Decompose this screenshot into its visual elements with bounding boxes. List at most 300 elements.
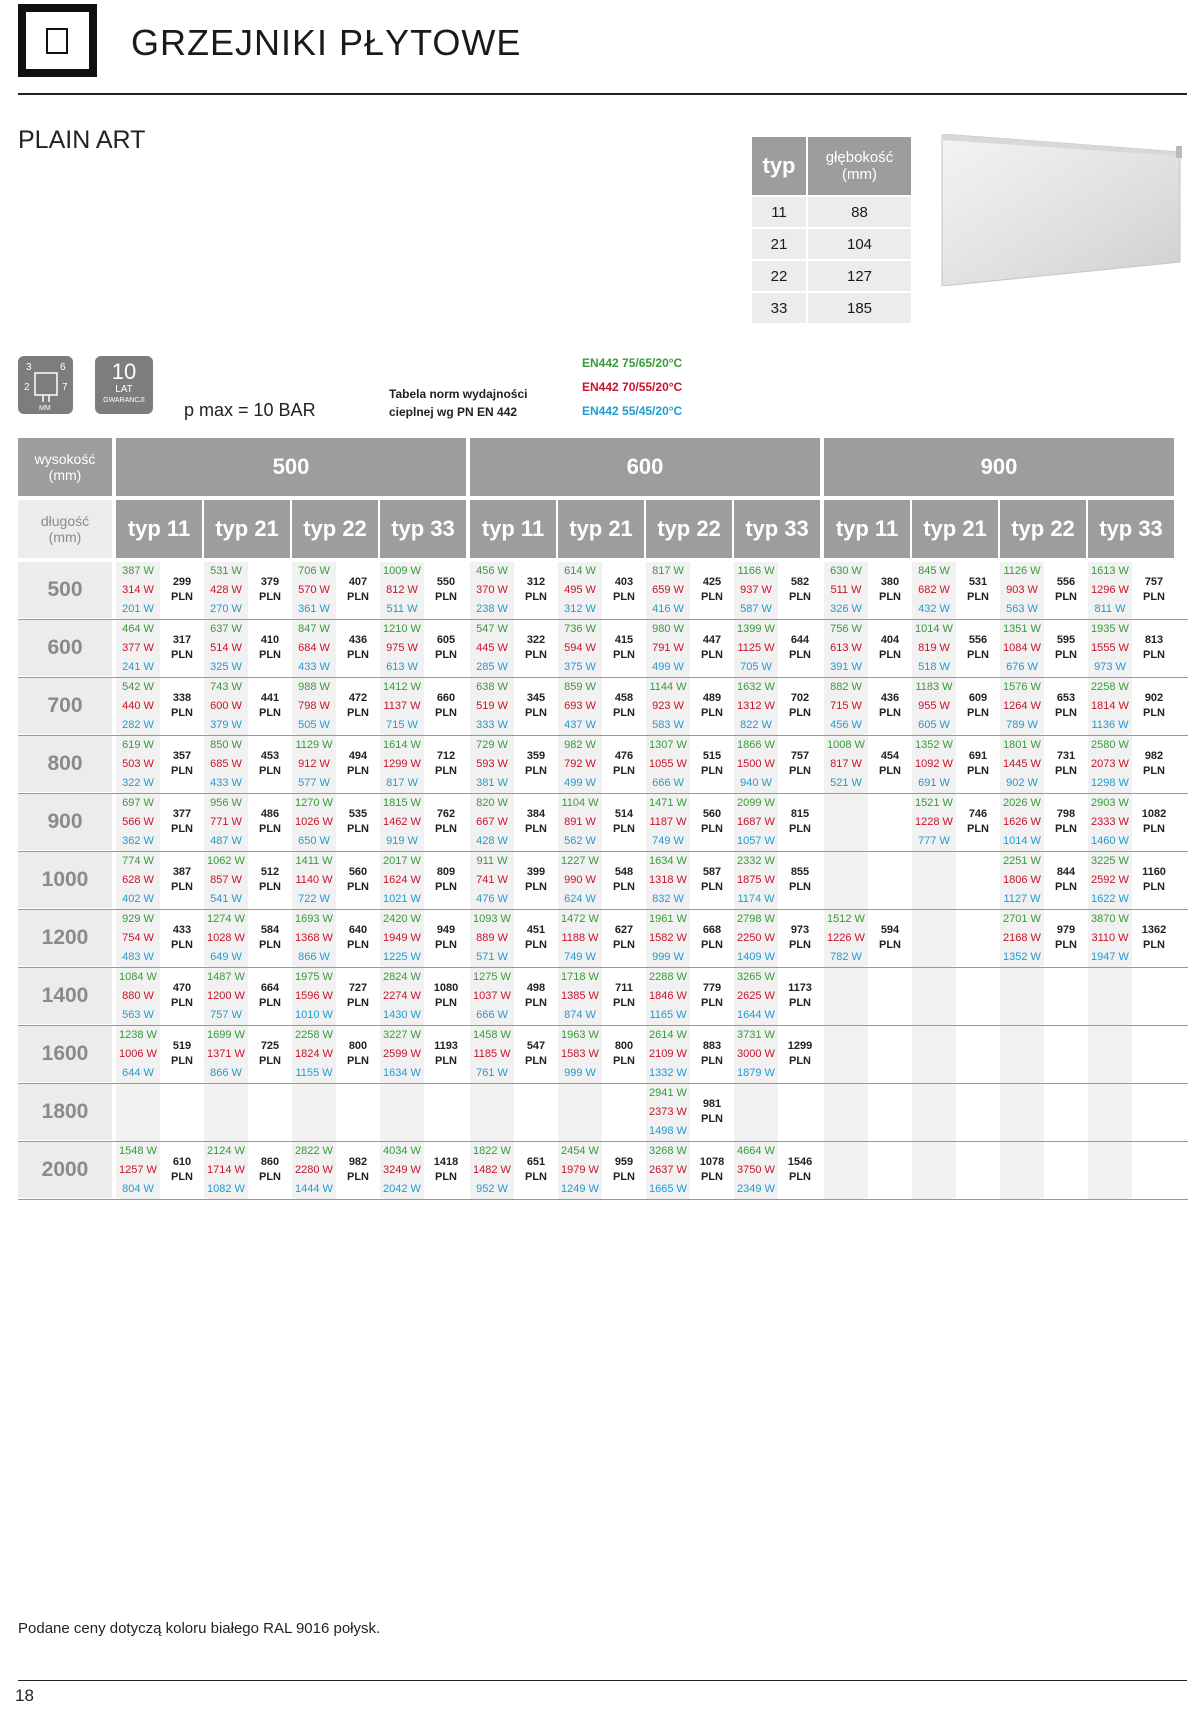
watt-values [116, 794, 160, 851]
depth-typ: 33 [752, 293, 806, 323]
watt-55-45: 433 W [298, 661, 330, 673]
watt-75-65: 845 W [918, 565, 950, 577]
watt-75-65: 1084 W [119, 971, 157, 983]
watt-70-55: 314 W [122, 584, 154, 596]
watt-70-55: 1137 W [383, 700, 421, 712]
watt-70-55: 1582 W [649, 932, 687, 944]
watt-55-45: 1332 W [649, 1067, 687, 1079]
watt-70-55: 1714 W [207, 1164, 245, 1176]
price: 949 PLN [435, 924, 457, 951]
watt-70-55: 519 W [476, 700, 508, 712]
watt-values [292, 794, 336, 851]
price: 779 PLN [701, 982, 723, 1009]
watt-75-65: 1822 W [473, 1145, 511, 1157]
watt-55-45: 999 W [652, 951, 684, 963]
watt-values [912, 678, 956, 735]
footer-note: Podane ceny dotyczą koloru białego RAL 9016 połysk. [18, 1620, 381, 1637]
watt-75-65: 614 W [564, 565, 596, 577]
watt-75-65: 464 W [122, 623, 154, 635]
watt-70-55: 857 W [210, 874, 242, 886]
depth-value: 104 [806, 229, 911, 259]
watt-75-65: 2099 W [737, 797, 775, 809]
price: 436 PLN [879, 692, 901, 719]
price: 299 PLN [171, 576, 193, 603]
price: 548 PLN [613, 866, 635, 893]
price: 757 PLN [789, 750, 811, 777]
price: 610 PLN [171, 1156, 193, 1183]
watt-values [292, 736, 336, 793]
type-header: typ 22 [292, 500, 378, 558]
watt-55-45: 1622 W [1091, 893, 1129, 905]
watt-75-65: 882 W [830, 681, 862, 693]
watt-55-45: 832 W [652, 893, 684, 905]
watt-55-45: 715 W [386, 719, 418, 731]
depth-value: 88 [806, 197, 911, 227]
depth-typ: 22 [752, 261, 806, 291]
watt-values [292, 562, 336, 619]
watt-values [380, 968, 424, 1025]
watt-values [646, 562, 690, 619]
connection-badge-icon [18, 356, 73, 414]
watt-75-65: 2420 W [383, 913, 421, 925]
watt-75-65: 1935 W [1091, 623, 1129, 635]
watt-55-45: 1021 W [383, 893, 421, 905]
price: 660 PLN [435, 692, 457, 719]
length-600: 600 [18, 620, 112, 676]
watt-70-55: 1445 W [1003, 758, 1041, 770]
price: 973 PLN [789, 924, 811, 951]
watt-75-65: 387 W [122, 565, 154, 577]
watt-75-65: 1275 W [473, 971, 511, 983]
watt-75-65: 1718 W [561, 971, 599, 983]
svg-text:2: 2 [24, 382, 30, 393]
watt-values [380, 910, 424, 967]
price: 813 PLN [1143, 634, 1165, 661]
price: 762 PLN [435, 808, 457, 835]
watt-75-65: 1129 W [295, 739, 333, 751]
watt-70-55: 2599 W [383, 1048, 421, 1060]
watt-55-45: 333 W [476, 719, 508, 731]
watt-55-45: 241 W [122, 661, 154, 673]
price: 1299 PLN [787, 1040, 813, 1067]
watt-75-65: 1613 W [1091, 565, 1129, 577]
watt-75-65: 2288 W [649, 971, 687, 983]
watt-values [380, 1142, 424, 1199]
watt-75-65: 1270 W [295, 797, 333, 809]
watt-55-45: 1665 W [649, 1183, 687, 1195]
price: 357 PLN [171, 750, 193, 777]
watt-70-55: 594 W [564, 642, 596, 654]
watt-70-55: 445 W [476, 642, 508, 654]
watt-75-65: 756 W [830, 623, 862, 635]
price: 981 PLN [701, 1098, 723, 1125]
watt-55-45: 666 W [652, 777, 684, 789]
watt-70-55: 990 W [564, 874, 596, 886]
watt-values [734, 1026, 778, 1083]
watt-70-55: 1140 W [295, 874, 333, 886]
watt-values [1088, 910, 1132, 967]
watt-values [380, 736, 424, 793]
watt-75-65: 697 W [122, 797, 154, 809]
price: 605 PLN [435, 634, 457, 661]
watt-values [1088, 852, 1132, 909]
watt-55-45: 1136 W [1091, 719, 1129, 731]
watt-70-55: 798 W [298, 700, 330, 712]
price: 454 PLN [879, 750, 901, 777]
price: 702 PLN [789, 692, 811, 719]
watt-75-65: 1014 W [915, 623, 953, 635]
watt-55-45: 1634 W [383, 1067, 421, 1079]
watt-values [558, 562, 602, 619]
watt-70-55: 628 W [122, 874, 154, 886]
watt-values [734, 562, 778, 619]
watt-55-45: 270 W [210, 603, 242, 615]
price: 458 PLN [613, 692, 635, 719]
watt-values [912, 620, 956, 677]
price: 470 PLN [171, 982, 193, 1009]
price: 425 PLN [701, 576, 723, 603]
price: 712 PLN [435, 750, 457, 777]
watt-values [912, 562, 956, 619]
price: 550 PLN [435, 576, 457, 603]
price: 547 PLN [525, 1040, 547, 1067]
length-700: 700 [18, 678, 112, 734]
watt-values [204, 736, 248, 793]
watt-55-45: 432 W [918, 603, 950, 615]
watt-75-65: 2701 W [1003, 913, 1041, 925]
length-1800: 1800 [18, 1084, 112, 1140]
watt-75-65: 1009 W [383, 565, 421, 577]
watt-55-45: 804 W [122, 1183, 154, 1195]
watt-70-55: 684 W [298, 642, 330, 654]
warranty-unit: LAT [115, 384, 133, 395]
length-800: 800 [18, 736, 112, 792]
watt-values [380, 1026, 424, 1083]
type-header: typ 11 [824, 500, 910, 558]
type-header: typ 21 [204, 500, 290, 558]
watt-75-65: 1961 W [649, 913, 687, 925]
watt-55-45: 1879 W [737, 1067, 775, 1079]
price: 979 PLN [1055, 924, 1077, 951]
price: 384 PLN [525, 808, 547, 835]
watt-55-45: 789 W [1006, 719, 1038, 731]
price: 800 PLN [613, 1040, 635, 1067]
price: 498 PLN [525, 982, 547, 1009]
watt-values [292, 910, 336, 967]
watt-75-65: 859 W [564, 681, 596, 693]
watt-values [734, 678, 778, 735]
watt-75-65: 2903 W [1091, 797, 1129, 809]
watt-70-55: 1814 W [1091, 700, 1129, 712]
price: 560 PLN [347, 866, 369, 893]
price: 1546 PLN [787, 1156, 813, 1183]
watt-75-65: 2258 W [1091, 681, 1129, 693]
watt-70-55: 2168 W [1003, 932, 1041, 944]
watt-values [734, 968, 778, 1025]
watt-values [1000, 794, 1044, 851]
watt-55-45: 521 W [830, 777, 862, 789]
watt-55-45: 1947 W [1091, 951, 1129, 963]
price: 404 PLN [879, 634, 901, 661]
price: 653 PLN [1055, 692, 1077, 719]
watt-75-65: 1487 W [207, 971, 245, 983]
watt-values [912, 736, 956, 793]
watt-70-55: 1092 W [915, 758, 953, 770]
watt-values [380, 678, 424, 735]
svg-text:3: 3 [26, 362, 32, 373]
watt-75-65: 1238 W [119, 1029, 157, 1041]
price: 627 PLN [613, 924, 635, 951]
watt-70-55: 1185 W [473, 1048, 511, 1060]
row-divider [18, 1141, 1188, 1142]
watt-70-55: 1226 W [827, 932, 865, 944]
watt-70-55: 1299 W [383, 758, 421, 770]
type-header: typ 33 [1088, 500, 1174, 558]
watt-75-65: 531 W [210, 565, 242, 577]
watt-55-45: 782 W [830, 951, 862, 963]
watt-55-45: 511 W [386, 603, 418, 615]
watt-55-45: 1127 W [1003, 893, 1041, 905]
watt-75-65: 1975 W [295, 971, 333, 983]
watt-55-45: 322 W [122, 777, 154, 789]
watt-75-65: 3870 W [1091, 913, 1129, 925]
watt-75-65: 1411 W [295, 855, 333, 867]
norm-70-55: EN442 70/55/20°C [582, 380, 683, 394]
price: 514 PLN [613, 808, 635, 835]
watt-75-65: 1699 W [207, 1029, 245, 1041]
watt-75-65: 1062 W [207, 855, 245, 867]
watt-values [470, 620, 514, 677]
watt-70-55: 937 W [740, 584, 772, 596]
watt-values [824, 910, 868, 967]
watt-75-65: 630 W [830, 565, 862, 577]
price: 959 PLN [613, 1156, 635, 1183]
watt-70-55: 495 W [564, 584, 596, 596]
watt-75-65: 4034 W [383, 1145, 421, 1157]
price: 515 PLN [701, 750, 723, 777]
watt-55-45: 1010 W [295, 1009, 333, 1021]
watt-values [470, 1026, 514, 1083]
watt-70-55: 1264 W [1003, 700, 1041, 712]
watt-70-55: 2373 W [649, 1106, 687, 1118]
watt-values [1000, 678, 1044, 735]
price: 531 PLN [967, 576, 989, 603]
watt-70-55: 659 W [652, 584, 684, 596]
watt-55-45: 666 W [476, 1009, 508, 1021]
watt-75-65: 1274 W [207, 913, 245, 925]
watt-70-55: 2637 W [649, 1164, 687, 1176]
watt-55-45: 1155 W [295, 1067, 333, 1079]
watt-values [204, 678, 248, 735]
watt-values [646, 968, 690, 1025]
watt-55-45: 624 W [564, 893, 596, 905]
height-600: 600 [470, 438, 820, 496]
watt-75-65: 1104 W [561, 797, 599, 809]
watt-55-45: 499 W [652, 661, 684, 673]
price: 595 PLN [1055, 634, 1077, 661]
watt-70-55: 715 W [830, 700, 862, 712]
watt-55-45: 577 W [298, 777, 330, 789]
price: 640 PLN [347, 924, 369, 951]
watt-75-65: 2822 W [295, 1145, 333, 1157]
type-header: typ 21 [558, 500, 644, 558]
watt-values [116, 968, 160, 1025]
price: 664 PLN [259, 982, 281, 1009]
page-title: GRZEJNIKI PŁYTOWE [131, 22, 522, 63]
watt-75-65: 3265 W [737, 971, 775, 983]
warranty-badge [95, 356, 153, 414]
watt-55-45: 1298 W [1091, 777, 1129, 789]
price: 379 PLN [259, 576, 281, 603]
watt-75-65: 2580 W [1091, 739, 1129, 751]
watt-values [646, 794, 690, 851]
watt-75-65: 1351 W [1003, 623, 1041, 635]
watt-70-55: 566 W [122, 816, 154, 828]
watt-values [646, 736, 690, 793]
watt-values [204, 1026, 248, 1083]
length-1400: 1400 [18, 968, 112, 1024]
type-header: typ 11 [116, 500, 202, 558]
watt-values [558, 678, 602, 735]
watt-70-55: 514 W [210, 642, 242, 654]
watt-values [1088, 794, 1132, 851]
watt-75-65: 2824 W [383, 971, 421, 983]
watt-70-55: 1596 W [295, 990, 333, 1002]
watt-75-65: 1008 W [827, 739, 865, 751]
watt-55-45: 2349 W [737, 1183, 775, 1195]
watt-values [734, 910, 778, 967]
watt-55-45: 282 W [122, 719, 154, 731]
watt-55-45: 1352 W [1003, 951, 1041, 963]
watt-75-65: 911 W [476, 855, 508, 867]
watt-70-55: 600 W [210, 700, 242, 712]
watt-75-65: 1210 W [383, 623, 421, 635]
price: 399 PLN [525, 866, 547, 893]
type-header: typ 11 [470, 500, 556, 558]
norm-75-65: EN442 75/65/20°C [582, 356, 683, 370]
watt-75-65: 1166 W [737, 565, 775, 577]
watt-55-45: 499 W [564, 777, 596, 789]
watt-75-65: 638 W [476, 681, 508, 693]
watt-values [558, 852, 602, 909]
watt-75-65: 3268 W [649, 1145, 687, 1157]
watt-values [204, 620, 248, 677]
watt-70-55: 2333 W [1091, 816, 1129, 828]
watt-55-45: 312 W [564, 603, 596, 615]
watt-values [204, 968, 248, 1025]
header-rule [18, 93, 1187, 95]
price: 1193 PLN [434, 1040, 458, 1067]
watt-70-55: 1687 W [737, 816, 775, 828]
watt-70-55: 667 W [476, 816, 508, 828]
watt-70-55: 3110 W [1091, 932, 1129, 944]
price: 317 PLN [171, 634, 193, 661]
watt-70-55: 1055 W [649, 758, 687, 770]
svg-text:6: 6 [60, 362, 66, 373]
price: 668 PLN [701, 924, 723, 951]
price: 1173 PLN [788, 982, 812, 1009]
watt-values [116, 562, 160, 619]
watt-55-45: 571 W [476, 951, 508, 963]
watt-70-55: 1296 W [1091, 584, 1129, 596]
watt-75-65: 547 W [476, 623, 508, 635]
price: 584 PLN [259, 924, 281, 951]
watt-values [116, 852, 160, 909]
price: 582 PLN [789, 576, 811, 603]
watt-70-55: 511 W [830, 584, 862, 596]
length-header: długość (mm) [18, 500, 112, 558]
watt-values [116, 736, 160, 793]
watt-55-45: 326 W [830, 603, 862, 615]
watt-75-65: 456 W [476, 565, 508, 577]
watt-55-45: 563 W [122, 1009, 154, 1021]
watt-75-65: 982 W [564, 739, 596, 751]
watt-55-45: 811 W [1094, 603, 1126, 615]
price: 436 PLN [347, 634, 369, 661]
watt-75-65: 1352 W [915, 739, 953, 751]
price: 1160 PLN [1142, 866, 1166, 893]
price: 410 PLN [259, 634, 281, 661]
watt-55-45: 649 W [210, 951, 242, 963]
watt-70-55: 791 W [652, 642, 684, 654]
watt-values [116, 620, 160, 677]
height-500: 500 [116, 438, 466, 496]
watt-values [558, 1026, 602, 1083]
watt-values [824, 620, 868, 677]
watt-75-65: 956 W [210, 797, 242, 809]
watt-55-45: 456 W [830, 719, 862, 731]
price: 556 PLN [967, 634, 989, 661]
watt-75-65: 736 W [564, 623, 596, 635]
watt-values [116, 910, 160, 967]
watt-70-55: 923 W [652, 700, 684, 712]
watt-values [380, 620, 424, 677]
watt-75-65: 980 W [652, 623, 684, 635]
watt-55-45: 1082 W [207, 1183, 245, 1195]
watt-75-65: 1093 W [473, 913, 511, 925]
watt-55-45: 691 W [918, 777, 950, 789]
price: 441 PLN [259, 692, 281, 719]
watt-55-45: 437 W [564, 719, 596, 731]
watt-70-55: 771 W [210, 816, 242, 828]
row-divider [18, 1199, 1188, 1200]
price: 815 PLN [789, 808, 811, 835]
watt-values [646, 910, 690, 967]
price: 377 PLN [171, 808, 193, 835]
watt-70-55: 3750 W [737, 1164, 775, 1176]
watt-values [1000, 620, 1044, 677]
watt-55-45: 874 W [564, 1009, 596, 1021]
watt-70-55: 1312 W [737, 700, 775, 712]
price: 855 PLN [789, 866, 811, 893]
price: 798 PLN [1055, 808, 1077, 835]
watt-75-65: 1472 W [561, 913, 599, 925]
watt-values [646, 1142, 690, 1199]
price: 844 PLN [1055, 866, 1077, 893]
watt-55-45: 650 W [298, 835, 330, 847]
watt-75-65: 729 W [476, 739, 508, 751]
watt-values [204, 1142, 248, 1199]
watt-55-45: 705 W [740, 661, 772, 673]
watt-75-65: 1521 W [915, 797, 953, 809]
watt-55-45: 919 W [386, 835, 418, 847]
watt-55-45: 952 W [476, 1183, 508, 1195]
norm-55-45: EN442 55/45/20°C [582, 404, 683, 418]
price: 1082 PLN [1141, 808, 1167, 835]
watt-55-45: 1225 W [383, 951, 421, 963]
watt-70-55: 2592 W [1091, 874, 1129, 886]
watt-values [646, 1084, 690, 1141]
